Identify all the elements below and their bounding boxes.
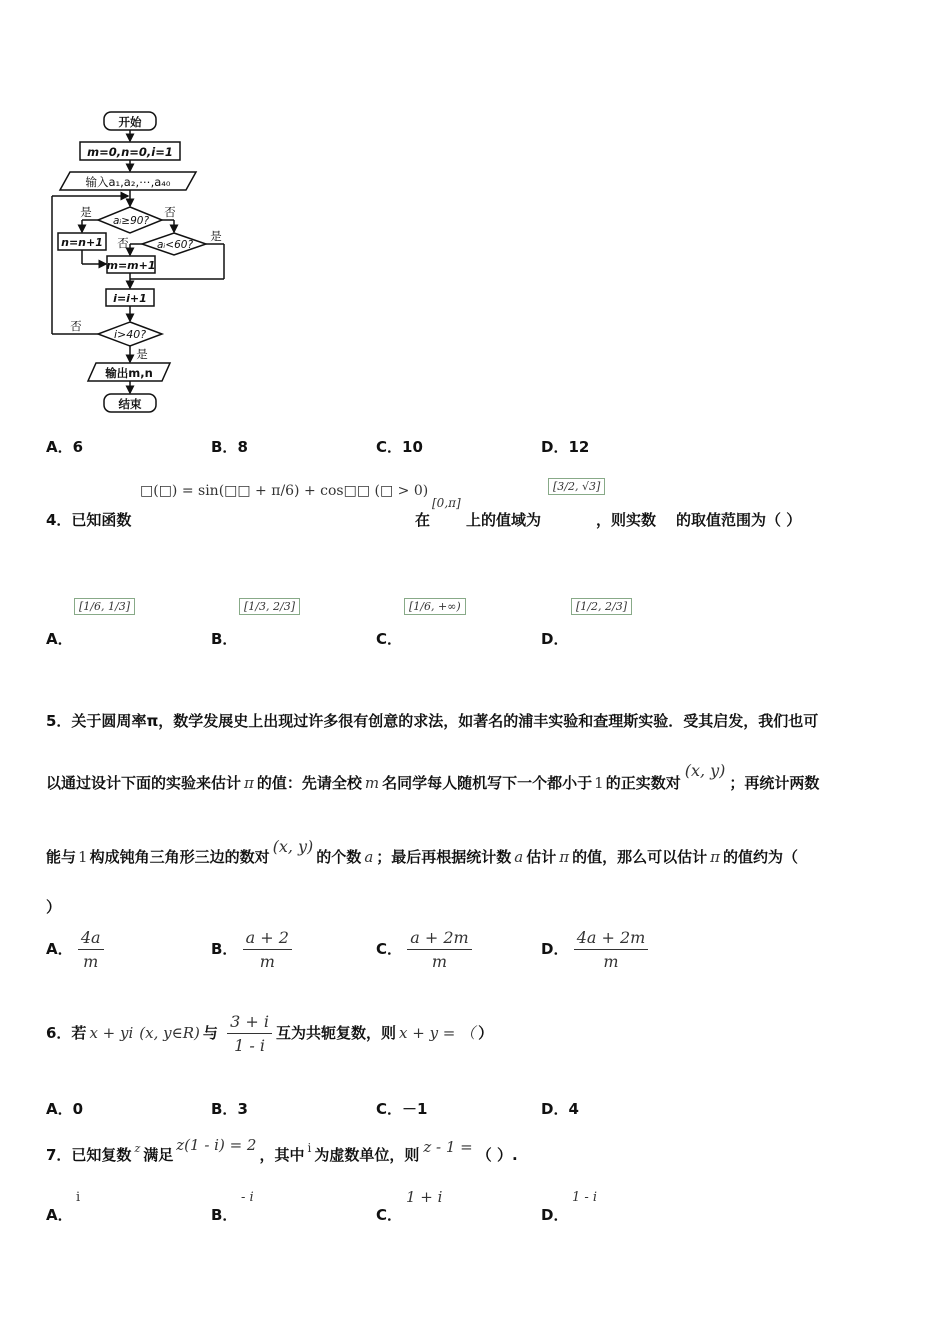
q5-option-b[interactable]: B． $\frac{a + 2}{m}$	[211, 928, 292, 971]
q4-text-1: 4．已知函数	[46, 511, 132, 529]
q7-option-a-value: i	[76, 1190, 81, 1205]
q4-option-d-value: [1/2, 2/3]	[571, 598, 632, 615]
flow-no2: 否	[117, 236, 129, 250]
q6-fraction: $\frac{3 + i}{1 - i}$	[227, 1012, 272, 1055]
q5-option-a[interactable]: A． $\frac{4a}{m}$	[46, 928, 104, 971]
q4-option-a[interactable]: A．	[46, 630, 73, 648]
flow-yes1: 是	[80, 205, 92, 219]
flow-yes2: 是	[210, 229, 222, 243]
q5-option-c-frac: $\frac{a + 2m}{m}$	[407, 928, 471, 971]
q7-option-a[interactable]: A．	[46, 1206, 73, 1224]
q3-option-b[interactable]: B．8	[211, 438, 248, 456]
flowchart	[0, 0, 260, 420]
q6-option-b[interactable]: B．3	[211, 1100, 248, 1118]
q3-option-d[interactable]: D．12	[541, 438, 590, 456]
q4-option-d[interactable]: D．	[541, 630, 569, 648]
q7-option-c[interactable]: C．	[376, 1206, 403, 1224]
q7-stem: 7．已知复数 $^z$ 满足z(1 - i) = 2，其中 $^i$ 为虚数单位，则 z - 1 = （ ）.	[46, 1136, 518, 1164]
q7-option-d[interactable]: D．	[541, 1206, 569, 1224]
q4-text-3: 上的值域为	[466, 511, 542, 529]
q4-text-2: 在	[415, 511, 431, 529]
flow-cond2-text: aᵢ<60?	[156, 239, 194, 251]
q7-option-b[interactable]: B．	[211, 1206, 238, 1224]
flow-start-text: 开始	[118, 115, 142, 129]
flow-yes3: 是	[136, 347, 148, 361]
q5-line-4: ）	[46, 898, 62, 916]
q5-option-c[interactable]: C． $\frac{a + 2m}{m}$	[376, 928, 472, 971]
flow-no1: 否	[164, 205, 176, 219]
flow-n-update-text: n=n+1	[61, 236, 103, 249]
q4-option-a-value: [1/6, 1/3]	[74, 598, 135, 615]
q5-option-b-frac: $\frac{a + 2}{m}$	[243, 928, 292, 971]
q4-range: [3/2, √3]	[548, 478, 605, 495]
q6-option-c[interactable]: C．－1	[376, 1100, 428, 1118]
flow-end-text: 结束	[118, 397, 142, 411]
q5-line-1: 5．关于圆周率π，数学发展史上出现过许多很有创意的求法，如著名的浦丰实验和查理斯实验．受其启发，我们也可	[46, 712, 819, 730]
q7-option-b-value: - i	[241, 1190, 254, 1205]
q4-option-c-value: [1/6, +∞)	[404, 598, 466, 615]
q5-option-a-frac: $\frac{4a}{m}$	[78, 928, 104, 971]
q3-option-c[interactable]: C．10	[376, 438, 423, 456]
q4-text-4: ，则实数	[596, 511, 657, 529]
flow-no3: 否	[70, 319, 82, 333]
flow-cond1-text: aᵢ≥90?	[112, 215, 150, 227]
q4-text-5: 的取值范围为（ ）	[676, 511, 802, 529]
q5-line-2: 以通过设计下面的实验来估计 π 的值：先请全校 m 名同学每人随机写下一个都小于 1 的正实数对(x, y)；再统计两数	[46, 761, 820, 792]
q6-stem: 6．若 x + yi (x, y∈R) 与 $\frac{3 + i}{1 - i}$ 互为共轭复数，则 x + y = （ ）	[46, 1012, 494, 1055]
flow-init-text: m=0,n=0,i=1	[87, 145, 173, 159]
flow-output-text: 输出m,n	[105, 366, 153, 380]
q4-formula: □(□) = sin(□□ + π/6) + cos□□ (□ > 0)	[140, 483, 429, 499]
q7-option-c-value: 1 + i	[406, 1188, 443, 1206]
flow-cond3-text: i>40?	[113, 328, 147, 341]
flow-input-text: 输入a₁,a₂,⋯,a₄₀	[85, 175, 171, 189]
q4-option-b[interactable]: B．	[211, 630, 238, 648]
q3-option-a[interactable]: A．6	[46, 438, 84, 456]
q6-option-d[interactable]: D．4	[541, 1100, 579, 1118]
flow-m-update-text: m=m+1	[106, 259, 156, 272]
q5-option-d-frac: $\frac{4a + 2m}{m}$	[574, 928, 649, 971]
q7-option-d-value: 1 - i	[572, 1190, 598, 1205]
q4-option-b-value: [1/3, 2/3]	[239, 598, 300, 615]
q4-option-c[interactable]: C．	[376, 630, 403, 648]
q4-interval: [0,π]	[432, 496, 461, 510]
q5-option-d[interactable]: D． $\frac{4a + 2m}{m}$	[541, 928, 648, 971]
flow-i-update-text: i=i+1	[113, 292, 147, 305]
q5-line-3: 能与 1 构成钝角三角形三边的数对(x, y)的个数 a ；最后再根据统计数 a 估计 π 的值，那么可以估计 π 的值约为（	[46, 837, 798, 866]
q6-option-a[interactable]: A．0	[46, 1100, 84, 1118]
